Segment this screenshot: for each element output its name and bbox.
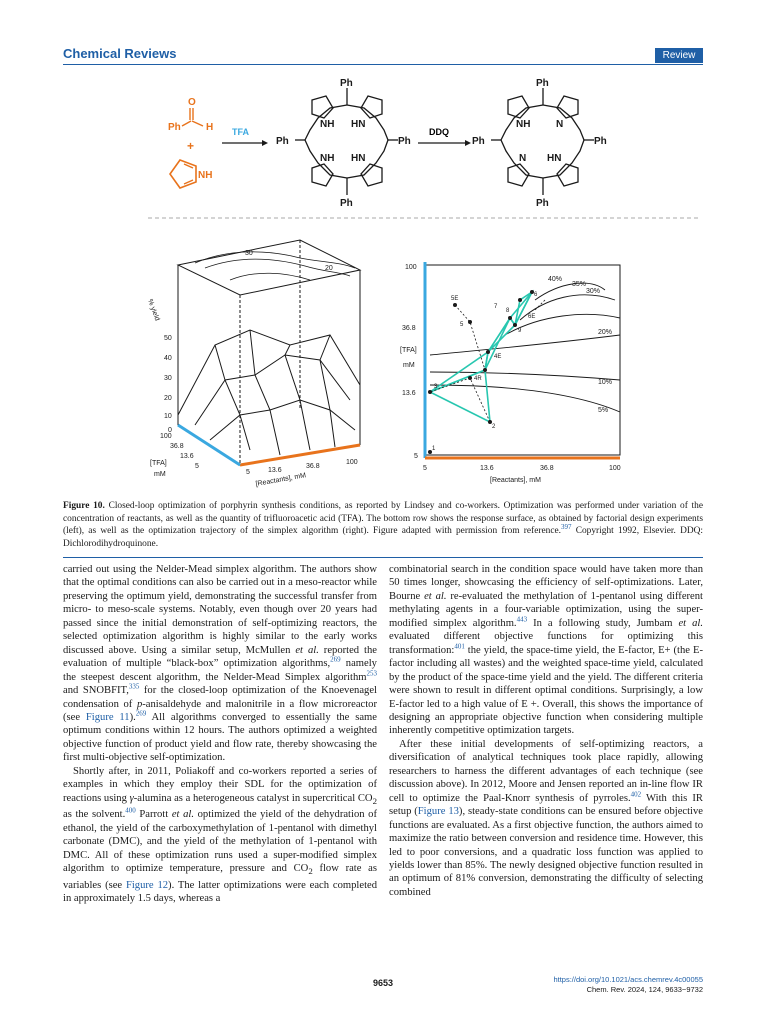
pyrrole-structure xyxy=(170,160,212,188)
svg-text:NH: NH xyxy=(198,170,213,181)
svg-text:100: 100 xyxy=(405,264,417,271)
svg-text:100: 100 xyxy=(609,465,621,472)
svg-text:36.8: 36.8 xyxy=(170,443,184,450)
simplex-plot-labels xyxy=(400,264,621,484)
svg-text:[Reactants], mM: [Reactants], mM xyxy=(255,472,307,488)
citation-ref[interactable]: 253 xyxy=(366,669,377,678)
article-type-badge: Review xyxy=(655,48,703,63)
caption-rule xyxy=(63,557,703,558)
svg-text:NH: NH xyxy=(320,153,335,164)
svg-text:20%: 20% xyxy=(598,329,613,336)
svg-text:% yield: % yield xyxy=(146,298,161,322)
porphyrin-labels xyxy=(472,78,607,209)
citation-ref[interactable]: 400 xyxy=(125,806,136,815)
svg-text:5: 5 xyxy=(460,322,464,328)
figure-link[interactable]: Figure 11 xyxy=(85,711,130,723)
figure-label: Figure 10. xyxy=(63,501,105,511)
citation-ref[interactable]: 401 xyxy=(454,642,465,651)
svg-text:9: 9 xyxy=(518,328,522,334)
response-surface-3d xyxy=(178,240,360,465)
svg-text:13.6: 13.6 xyxy=(480,465,494,472)
svg-text:HN: HN xyxy=(547,153,562,164)
svg-text:8: 8 xyxy=(506,308,510,314)
svg-text:Ph: Ph xyxy=(340,78,353,89)
caption-text: Closed-loop optimization of porphyrin synthesis conditions, as reported by Lindsey and co-workers. Optimization was performed under variation of the concentration of reactants, as well as the quantity of trifluoroacetic acid (TFA). The bottom row shows the response surface, as obtained by factorial design experiments (left), as well as the optimization trajectory of the simplex algorithm (right). Figure adapted with permission from reference. xyxy=(63,501,704,537)
reaction-arrow-ddq xyxy=(418,127,471,146)
svg-text:5: 5 xyxy=(414,453,418,460)
porphyrin-structure xyxy=(491,88,594,195)
svg-text:100: 100 xyxy=(346,459,358,466)
doi-link[interactable]: https://doi.org/10.1021/acs.chemrev.4c00055 xyxy=(553,975,703,984)
right-column xyxy=(389,563,703,899)
page-number: 9653 xyxy=(373,978,394,988)
svg-text:10%: 10% xyxy=(598,379,613,386)
citation-ref[interactable]: 397 xyxy=(561,523,572,532)
svg-text:36.8: 36.8 xyxy=(402,325,416,332)
svg-text:6: 6 xyxy=(534,292,538,298)
svg-text:40: 40 xyxy=(164,355,172,362)
svg-text:10: 10 xyxy=(164,413,172,420)
porphyrinogen-structure xyxy=(295,88,398,195)
citation-ref[interactable]: 402 xyxy=(630,790,642,799)
svg-text:36.8: 36.8 xyxy=(540,465,554,472)
svg-text:O: O xyxy=(188,97,196,108)
svg-text:50: 50 xyxy=(164,335,172,342)
svg-text:Ph: Ph xyxy=(398,136,411,147)
svg-text:40%: 40% xyxy=(548,276,563,283)
svg-text:30: 30 xyxy=(164,375,172,382)
svg-text:mM: mM xyxy=(154,471,166,478)
svg-text:Ph: Ph xyxy=(594,136,607,147)
svg-text:[Reactants], mM: [Reactants], mM xyxy=(490,477,541,484)
svg-text:N: N xyxy=(519,153,527,164)
svg-text:Ph: Ph xyxy=(276,136,289,147)
figure-link[interactable]: Figure 13 xyxy=(417,806,459,818)
svg-text:20: 20 xyxy=(325,265,333,272)
caption-copyright: Copyright 1992, Elsevier. DDQ: Dichlorodihydroquinone. xyxy=(63,526,703,549)
svg-text:NH: NH xyxy=(516,119,531,130)
svg-text:mM: mM xyxy=(403,362,415,369)
svg-text:36.8: 36.8 xyxy=(306,463,320,470)
journal-citation: Chem. Rev. 2024, 124, 9633−9732 xyxy=(586,985,703,994)
svg-text:5: 5 xyxy=(195,463,199,470)
paragraph: After these initial developments of self-optimizing reactors, a diversification of analytical techniques took place rapidly, allowing researchers to harness the different advantages of each technique (see discussion above). In 2012, Moore and Jensen reported an in-line flow IR cell to optimize the Paal-Knorr synthesis of pyrroles.$^{402}$ With this IR setup (Figure 13), steady-state conditions can be ensured before objective functions are evaluated. As a first objective function, the authors aimed to maximize the ratio between conversion and residence time. However, this led to poor conversions, and a quadratic loss function was applied to yields lower than 85%. The newly designed objective function resulted in an optimum of 81% conversion, demonstrating the difficulty of selecting combined xyxy=(389,738,703,898)
svg-text:DDQ: DDQ xyxy=(429,127,449,137)
svg-text:Ph: Ph xyxy=(536,198,549,209)
svg-text:4R: 4R xyxy=(474,376,482,382)
svg-text:6E: 6E xyxy=(528,314,536,320)
svg-text:5: 5 xyxy=(246,469,250,476)
paragraph: Shortly after, in 2011, Poliakoff and co-workers reported a series of examples in which they employ their SDL for the optimization of reactions using γ-alumina as a heterogeneous catalyst in supercritical $CO_2$ as the solvent.$^{400}$ Parrott et al. optimized the yield of the dehydration of ethanol, the yield of the carboxymethylation of 1-pentanol with dimethyl carbonate (DMC), and the yield of the methylation of 1-pentanol with DMC. All of these optimization runs used a super-modified simplex algorithm to optimize temperature, pressure and $CO_2$ flow rate as variables (see Figure 12). The latter optimizations were each completed in approximately 1.5 days, whereas a xyxy=(63,765,378,905)
svg-text:TFA: TFA xyxy=(232,127,249,137)
svg-text:100: 100 xyxy=(160,433,172,440)
journal-title: Chemical Reviews xyxy=(63,46,177,61)
reaction-arrow-tfa xyxy=(222,127,268,146)
porphyrinogen-labels xyxy=(276,78,411,209)
svg-text:0: 0 xyxy=(168,427,172,434)
svg-text:13.6: 13.6 xyxy=(402,390,416,397)
svg-text:[TFA]: [TFA] xyxy=(400,347,417,354)
svg-text:Ph: Ph xyxy=(472,136,485,147)
svg-text:N: N xyxy=(556,119,564,130)
paragraph: combinatorial search in the condition space would have taken more than 50 times longer, showcasing the efficiency of self-optimizations. Later, Bourne et al. re-evaluated the methylation of 1-pentanol using different methylating agents in a four-variable optimization, using the super-modified simplex algorithm.$^{443}$ In a following study, Jumbam et al. evaluated different objective functions for optimizing this transformation:$^{401}$ the yield, the space-time yield, the E-factor, E+ (the E-factor including all wastes) and the weighted space-time yield, calculated by the product of the space-time yield and the yield. The different criteria were shown to result in different optimal conditions. Surprisingly, a low E-factor led to a high value of E +. Overall, this shows the importance of designing an appropriate objective function when considering multiple inherently competitive optimization targets. xyxy=(389,564,703,737)
svg-text:20: 20 xyxy=(164,395,172,402)
svg-text:Ph: Ph xyxy=(536,78,549,89)
svg-text:1: 1 xyxy=(432,446,436,452)
svg-text:5E: 5E xyxy=(451,296,459,302)
citation-ref[interactable]: 269 xyxy=(330,655,341,664)
svg-text:NH: NH xyxy=(320,119,335,130)
svg-text:5%: 5% xyxy=(598,407,609,414)
svg-text:2: 2 xyxy=(492,424,496,430)
citation-ref[interactable]: 443 xyxy=(516,615,528,624)
svg-text:35%: 35% xyxy=(572,281,587,288)
svg-text:13.6: 13.6 xyxy=(180,453,194,460)
svg-text:[TFA]: [TFA] xyxy=(150,460,167,467)
svg-text:3: 3 xyxy=(434,384,438,390)
figure-link[interactable]: Figure 12 xyxy=(125,879,169,891)
figure-10 xyxy=(0,0,768,500)
svg-text:4E: 4E xyxy=(494,354,502,360)
svg-text:Ph: Ph xyxy=(168,122,181,133)
svg-text:30: 30 xyxy=(245,250,253,257)
figure-caption xyxy=(63,500,703,550)
svg-text:13.6: 13.6 xyxy=(268,467,282,474)
svg-text:+: + xyxy=(187,139,195,153)
paragraph: carried out using the Nelder-Mead simplex algorithm. The authors show that the optimal conditions can also be carried out in a meso-reactor while preserving the optimum yield, demonstrating the successful transfer from micro- to meso-scale systems. Notably, even though over 20 years had passed since the initial demonstration of self-optimizing reactors, the selected optimization algorithm is highly similar to the early works discussed above. Using a similar setup, McMullen et al. reported the evaluation of multiple “black-box” optimization algorithms,$^{269}$ namely the steepest descent algorithm, the Nelder-Mead Simplex algorithm$^{253}$ and SNOBFIT,$^{335}$ for the closed-loop optimization of the Knoevenagel condensation of p-anisaldehyde and malonitrile in a flow microreactor (see Figure 11).$^{269}$ All algorithms converged to essentially the same optimum conditions within 12 hours. The authors optimized a weighted objective function of product yield and flow rate, thereby showcasing the first multi-objective self-optimization. xyxy=(63,564,377,764)
svg-text:5: 5 xyxy=(423,465,427,472)
svg-text:Ph: Ph xyxy=(340,198,353,209)
left-column xyxy=(63,563,377,906)
svg-text:HN: HN xyxy=(351,119,366,130)
svg-text:30%: 30% xyxy=(586,288,601,295)
citation-ref[interactable]: 335 xyxy=(128,682,140,691)
svg-text:HN: HN xyxy=(351,153,366,164)
benzaldehyde-structure xyxy=(168,97,213,153)
citation-ref[interactable]: 269 xyxy=(135,709,147,718)
svg-text:H: H xyxy=(206,122,214,133)
svg-text:7: 7 xyxy=(494,304,498,310)
